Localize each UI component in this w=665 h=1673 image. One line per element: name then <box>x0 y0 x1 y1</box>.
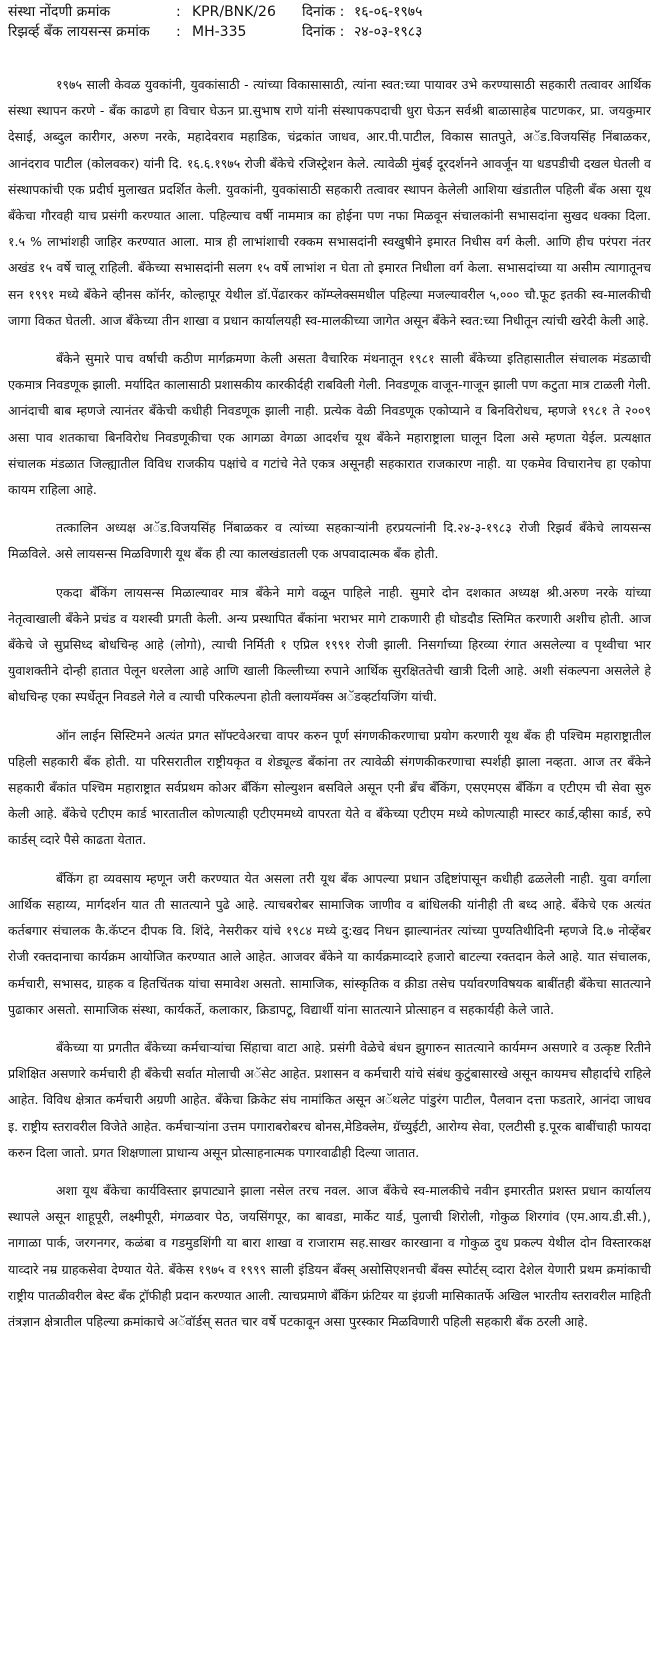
rbi-license-date: २४-०३-१९८३ <box>354 24 423 40</box>
society-registration-number: KPR/BNK/26 <box>192 4 276 20</box>
rbi-license-number: MH-335 <box>192 24 247 40</box>
colon-separator: : <box>176 4 181 20</box>
society-registration-label: संस्था नोंदणी क्रमांक <box>8 4 111 20</box>
paragraph-technology: ऑन लाईन सिस्टिमने अत्यंत प्रगत सॉफ्टवेअरचा वापर करुन पूर्ण संगणकीकरणाचा प्रयोग करणारी यूथ बँक ही पश्चिम महाराष्ट्रातील पहिली सहकारी बँक होती. या परिसरातील राष्ट्रीयकृत व शेड्यूल्ड बँकांना तर त्यावेळी संगणकीकरणाचा स्पर्शही झाला नव्हता. आज तर बँकेने सहकारी बँकांत पश्चिम महाराष्ट्रात सर्वप्रथम कोअर बँकिंग सोल्युशन बसविले असून एनी ब्रँच बँकिंग, एसएमएस बँकिंग व एटीएम ची सेवा सुरु केली आहे. बँकेचे एटीएम कार्ड भारतातील कोणत्याही एटीएममध्ये वापरता येते व बँकेच्या एटीएम मध्ये कोणत्याही मास्टर कार्ड,व्हीसा कार्ड, रुपे कार्डस् व्दारे पैसे काढता येतात. <box>8 727 651 848</box>
history-body <box>8 72 651 1335</box>
paragraph-elections: बँकेने सुमारे पाच वर्षाची कठीण मार्गक्रमणा केली असता वैचारिक मंथनातून १९८१ साली बँकेच्या इतिहासातील संचालक मंडळाची एकमात्र निवडणूक झाली. मर्यादित कालासाठी प्रशासकीय कारकीर्दही राबविली गेली. निवडणूक वाजून-गाजून झाली पण कटुता मात्र टाळली गेली. आनंदाची बाब म्हणजे त्यानंतर बँकेची कधीही निवडणूक झाली नाही. प्रत्येक वेळी निवडणूक एकोप्याने व बिनविरोधच, म्हणजे १९८१ ते २००९ असा पाव शतकाचा बिनविरोध निवडणूकीचा एक आगळा वेगळा आदर्शच यूथ बँकेने महाराष्ट्राला घालून दिला असे म्हणता येईल. प्रत्यक्षात संचालक मंडळात जिल्ह्यातील विविध राजकीय पक्षांचे व गटांचे नेते एकत्र असूनही सहकारात राजकारण नाही. या एकमेव विचारानेच हा एकोपा कायम राहिला आहे. <box>8 351 651 498</box>
paragraph-logo: एकदा बँकिंग लायसन्स मिळाल्यावर मात्र बँकेने मागे वळून पाहिले नाही. सुमारे दोन दशकात अध्यक्ष श्री.अरुण नरके यांच्या नेतृत्वाखाली बँकेने प्रचंड व यशस्वी प्रगती केली. अन्य प्रस्थापित बँकांना भराभर मागे टाकणारी ही घोडदौड स्तिमित करणारी अशीच होती. आज बँकेचे जे सुप्रसिध्द बोधचिन्ह आहे (लोगो), त्याची निर्मिती १ एप्रिल १९९१ रोजी झाली. निसर्गाच्या हिरव्या रंगात असलेल्या व पृथ्वीचा भार युवाशक्तीने दोन्ही हातात पेलून धरलेला आहे आणि खाली किल्लीच्या रुपाने आर्थिक सुरक्षिततेची खात्री दिली आहे. अशी संकल्पना असलेले हे बोधचिन्ह एका स्पर्धेतून निवडले गेले व त्याची परिकल्पना होती क्लायमॅक्स अॅडव्हर्टायजिंग यांची. <box>8 584 651 705</box>
paragraph-license: तत्कालिन अध्यक्ष अॅड.विजयसिंह निंबाळकर व त्यांच्या सहकाऱ्यांनी हरप्रयत्नांनी दि.२४-३-१९८३ रोजी रिझर्व बँकेचे लायसन्स मिळविले. असे लायसन्स मिळविणारी यूथ बँक ही त्या कालखंडातली एक अपवादात्मक बँक होती. <box>8 520 651 562</box>
date-label: दिनांक : <box>302 4 345 20</box>
paragraph-social-commitment: बँकिंग हा व्यवसाय म्हणून जरी करण्यात येत असला तरी यूथ बँक आपल्या प्रधान उद्दिष्टांपासून कधीही ढळलेली नाही. युवा वर्गाला आर्थिक सहाय्य, मार्गदर्शन यात ती सातत्याने पुढे आहे. त्याचबरोबर सामाजिक जाणीव व बांधिलकी यांनीही ती बध्द आहे. बँकेचे एक अत्यंत कर्तबगार संचालक कै.कॅप्टन दीपक वि. शिंदे, नेसरीकर यांचे १९८४ मध्ये दु:खद निधन झाल्यानंतर त्यांच्या पुण्यतिथीदिनी म्हणजे दि.७ नोव्हेंबर रोजी रक्तदानाचा कार्यक्रम आयोजित करण्यात आले आहेत. आजवर बँकेने या कार्यक्रमाव्दारे हजारो बाटल्या रक्तदान केले आहे. यात संचालक, कर्मचारी, सभासद, ग्राहक व हितचिंतक यांचा समावेश असतो. सामाजिक, सांस्कृतिक व क्रीडा तसेच पर्यावरणविषयक बाबींतही बँकेचा सातत्याने पुढाकार असतो. सामाजिक संस्था, कार्यकर्ते, कलाकार, क्रिडापटू, विद्यार्थी यांना सातत्याने प्रोत्साहन व सहकार्यही केले जाते. <box>8 870 651 1017</box>
rbi-license-label: रिझर्व्ह बँक लायसन्स क्रमांक <box>8 24 150 40</box>
registration-row <box>8 2 651 22</box>
society-registration-date: १६-०६-१९७५ <box>354 4 423 20</box>
paragraph-employees: बँकेच्या या प्रगतीत बँकेच्या कर्मचाऱ्यांचा सिंहाचा वाटा आहे. प्रसंगी वेळेचे बंधन झुगारुन सातत्याने कार्यमग्न असणारे व उत्कृष्ट रितीने प्रशिक्षित असणारे कर्मचारी ही बँकेची सर्वात मोलाची अॅसेट आहेत. प्रशासन व कर्मचारी यांचे संबंध कुटुंबासारखे असून कायमच सौहार्दाचे राहिले आहेत. विविध क्षेत्रात कर्मचारी अग्रणी आहेत. बँकेचा क्रिकेट संघ नामांकित असून अॅथलेट पांडुरंग पाटील, पैलवान दत्ता फडतारे, आनंदा जाधव इ. राष्ट्रीय स्तरावरील विजेते आहेत. कर्मचाऱ्यांना उत्तम पगाराबरोबरच बोनस,मेडिक्लेम, ग्रॅच्युईटी, आरोग्य सेवा, एलटीसी इ.पूरक बाबींचाही फायदा करुन दिला जातो. प्रगत शिक्षणाला प्राधान्य असून प्रोत्साहनात्मक पगारवाढीही दिल्या जातात. <box>8 1039 651 1160</box>
registration-row <box>8 22 651 42</box>
paragraph-branches-awards: अशा यूथ बँकेचा कार्यविस्तार झपाट्याने झाला नसेल तरच नवल. आज बँकेचे स्व-मालकीचे नवीन इमारतीत प्रशस्त प्रधान कार्यालय स्थापले असून शाहूपूरी, लक्ष्मीपूरी, मंगळवार पेठ, जयसिंगपूर, का बावडा, मार्केट यार्ड, पुलाची शिरोली, गोकुळ शिरगांव (एम.आय.डी.सी.), नागाळा पार्क, जरगनगर, कळंबा व गडमुडशिंगी या बारा शाखा व राजाराम सह.साखर कारखाना व गोकुळ दुध प्रकल्प येथील दोन विस्तारकक्ष याव्दारे नम्र ग्राहकसेवा देण्यात येते. बँकेस १९७५ व १९९९ साली इंडियन बँक्स् असोसिएशनची बँक्स स्पोर्टस् व्दारा देशेल येणारी प्रथम क्रमांकाची राष्ट्रीय पातळीवरील बेस्ट बँक ट्रॉफीही प्रदान करण्यात आली. त्याचप्रमाणे बँकिंग फ्रंटियर या इंग्रजी मासिकातर्फे अखिल भारतीय स्तरावरील माहिती तंत्रज्ञान क्षेत्रातील पहिल्या क्रमांकाचे अॅवॉर्डस् सतत चार वर्षे पटकावून असा पुरस्कार मिळविणारी पहिली सहकारी बँक ठरली आहे. <box>8 1182 651 1329</box>
colon-separator: : <box>176 24 181 40</box>
paragraph-founding: १९७५ साली केवळ युवकांनी, युवकांसाठी - त्यांच्या विकासासाठी, त्यांना स्वत:च्या पायावर उभे करण्यासाठी सहकारी तत्वावर आर्थिक संस्था स्थापन करणे - बँक काढणे हा विचार घेऊन प्रा.सुभाष राणे यांनी संस्थापकपदाची धुरा घेऊन सर्वश्री बाळासाहेब पाटणकर, प्रा. जयकुमार देसाई, अब्दुल कारीगर, अरुण नरके, महादेवराव महाडिक, चंद्रकांत जाधव, आर.पी.पाटील, विकास सातपुते, अॅड.विजयसिंह निंबाळकर, आनंदराव पाटील (कोलवकर) यांनी दि. १६.६.१९७५ रोजी बँकेचे रजिस्ट्रेशन केले. त्यावेळी मुंबई दूरदर्शनने आवर्जून या धडपडीची दखल घेतली व संस्थापकांची एक प्रदीर्घ मुलाखत प्रदर्शित केली. युवकांनी, युवकांसाठी सहकारी तत्वावर स्थापन केलेली आशिया खंडातील पहिली बँक असा यूथ बँकेचा गौरवही याच प्रसंगी करण्यात आला. पहिल्याच वर्षी नाममात्र का होईना पण नफा मिळवून संचालकांनी सभासदांना सुखद धक्का दिला. १.५ % लाभांशही जाहिर करण्यात आला. मात्र ही लाभांशाची रक्कम सभासदांनी स्वखुषीने इमारत निधीस वर्ग केली. आणि हीच परंपरा नंतर अखंड १५ वर्षे चालू राहिली. बँकेच्या सभासदांनी सलग १५ वर्षे लाभांश न घेता तो इमारत निधीला वर्ग केला. सभासदांच्या या असीम त्यागातूनच सन १९९१ मध्ये बँकेने व्हीनस कॉर्नर, कोल्हापूर येथील डॉ.पेंढारकर कॉम्प्लेक्समधील पहिल्या मजल्यावरील ५,००० चौ.फूट इतकी स्व-मालकीची जागा विकत घेतली. आज बँकेच्या तीन शाखा व प्रधान कार्यालयही स्व-मालकीच्या जागेत असून बँकेने स्वत:च्या निधीतून त्यांची खरेदी केली आहे. <box>8 77 651 328</box>
date-label: दिनांक : <box>302 24 345 40</box>
registration-details <box>8 2 651 42</box>
